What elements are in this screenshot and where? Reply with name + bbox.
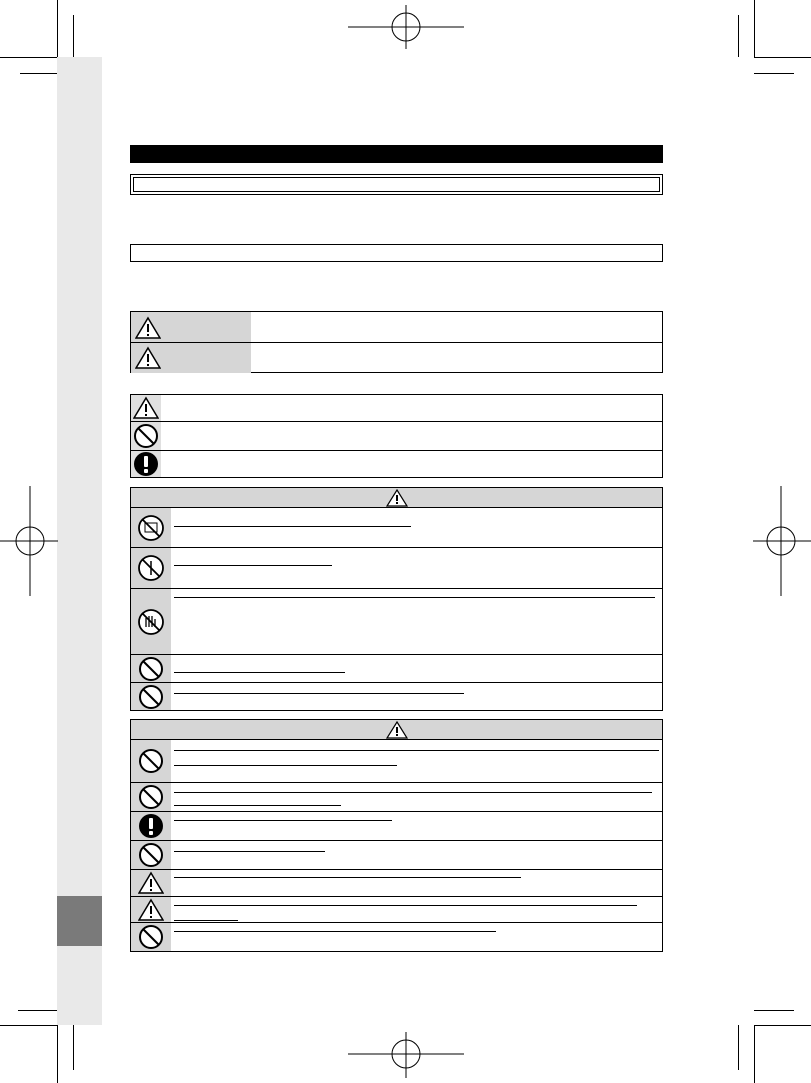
mandatory-action-icon bbox=[138, 813, 164, 839]
symbol-row bbox=[131, 395, 662, 422]
table-row bbox=[131, 683, 662, 710]
crop-mark bbox=[73, 15, 74, 57]
crop-mark bbox=[754, 0, 755, 57]
warning-triangle-icon bbox=[135, 346, 161, 370]
table-row bbox=[131, 812, 662, 841]
registration-mark-bottom bbox=[348, 1032, 464, 1078]
row-icon-cell bbox=[131, 508, 171, 547]
row-icon-cell bbox=[131, 548, 171, 588]
symbol-row bbox=[131, 451, 662, 477]
mandatory-action-icon bbox=[133, 451, 159, 477]
crop-mark bbox=[57, 1025, 58, 1083]
crop-mark bbox=[754, 1010, 794, 1011]
table-row bbox=[131, 870, 662, 897]
text-line bbox=[174, 597, 655, 598]
crop-mark bbox=[754, 57, 811, 58]
text-line bbox=[174, 931, 496, 932]
table-row bbox=[131, 655, 662, 683]
text-line bbox=[174, 750, 659, 751]
crop-mark bbox=[0, 1025, 57, 1026]
table-row bbox=[131, 783, 662, 812]
prohibition-icon bbox=[138, 748, 164, 774]
table-row bbox=[131, 548, 662, 589]
text-line bbox=[174, 877, 521, 878]
row-icon-cell bbox=[131, 897, 171, 922]
symbol-icon-cell bbox=[131, 422, 161, 450]
warning-triangle-icon bbox=[135, 316, 161, 340]
row-icon-cell bbox=[131, 740, 171, 782]
symbol-icon-cell bbox=[131, 395, 161, 421]
section-title-bar bbox=[130, 145, 663, 163]
legend-row bbox=[131, 343, 662, 373]
legend-label-cell bbox=[131, 312, 251, 342]
table-row bbox=[131, 508, 662, 548]
text-line bbox=[174, 565, 332, 566]
prohibition-icon bbox=[133, 423, 159, 449]
row-icon-cell bbox=[131, 841, 171, 869]
crop-mark bbox=[18, 1010, 57, 1011]
prohibition-icon bbox=[138, 684, 164, 710]
warning-triangle-icon bbox=[138, 898, 164, 922]
prohibition-icon bbox=[138, 842, 164, 868]
warning-triangle-icon bbox=[386, 721, 408, 739]
text-line bbox=[174, 765, 397, 766]
subsection-heading-box bbox=[130, 174, 663, 195]
table-row bbox=[131, 589, 662, 655]
crop-mark bbox=[20, 73, 57, 74]
warning-triangle-icon bbox=[386, 489, 408, 507]
registration-mark-right bbox=[753, 486, 811, 596]
chapter-tab bbox=[57, 896, 102, 946]
legend-label-cell bbox=[131, 343, 251, 373]
text-line bbox=[174, 820, 392, 821]
text-line bbox=[174, 805, 341, 806]
text-line bbox=[174, 920, 238, 921]
warning-triangle-icon bbox=[138, 871, 164, 895]
crop-mark bbox=[0, 57, 57, 58]
no-water-icon bbox=[136, 513, 166, 543]
text-line bbox=[174, 672, 345, 673]
row-icon-cell bbox=[131, 923, 171, 951]
warning-table bbox=[130, 487, 663, 711]
text-line bbox=[174, 693, 464, 694]
crop-mark bbox=[754, 1025, 811, 1026]
prohibition-icon bbox=[138, 924, 164, 950]
no-touch-icon bbox=[136, 607, 166, 637]
symbol-legend bbox=[130, 394, 663, 478]
caution-table-header bbox=[131, 720, 662, 740]
no-disassembly-icon bbox=[136, 553, 166, 583]
legend-row bbox=[131, 312, 662, 343]
row-icon-cell bbox=[131, 812, 171, 840]
row-icon-cell bbox=[131, 870, 171, 896]
crop-mark bbox=[738, 1025, 739, 1070]
registration-mark-left bbox=[0, 486, 58, 596]
text-line bbox=[174, 792, 652, 793]
warning-table-header bbox=[131, 488, 662, 508]
table-row bbox=[131, 897, 662, 923]
crop-mark bbox=[754, 1025, 755, 1083]
page-margin-strip bbox=[57, 57, 102, 1025]
subsection-heading-box-2 bbox=[130, 244, 663, 262]
text-line bbox=[174, 526, 411, 527]
crop-mark bbox=[738, 15, 739, 57]
table-row bbox=[131, 841, 662, 870]
prohibition-icon bbox=[138, 784, 164, 810]
hazard-legend bbox=[130, 311, 663, 373]
table-row bbox=[131, 740, 662, 783]
text-line bbox=[174, 905, 637, 906]
crop-mark bbox=[73, 1025, 74, 1070]
row-icon-cell bbox=[131, 655, 171, 682]
crop-mark bbox=[57, 0, 58, 57]
prohibition-icon bbox=[138, 656, 164, 682]
table-row bbox=[131, 923, 662, 951]
row-icon-cell bbox=[131, 683, 171, 710]
crop-mark bbox=[754, 73, 794, 74]
symbol-icon-cell bbox=[131, 451, 161, 477]
row-icon-cell bbox=[131, 783, 171, 811]
warning-triangle-icon bbox=[133, 396, 159, 420]
row-icon-cell bbox=[131, 589, 171, 654]
registration-mark-top bbox=[348, 5, 464, 49]
text-line bbox=[174, 851, 325, 852]
symbol-row bbox=[131, 422, 662, 451]
caution-table bbox=[130, 719, 663, 952]
